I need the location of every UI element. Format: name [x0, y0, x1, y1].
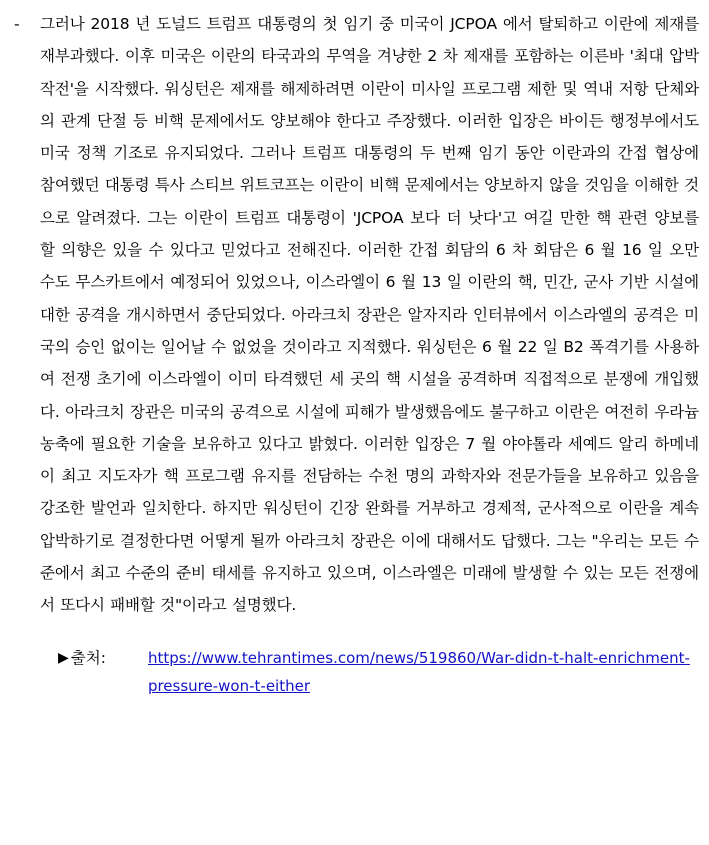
bullet-marker: -: [14, 15, 20, 33]
paragraph-text: 그러나 2018 년 도널드 트럼프 대통령의 첫 임기 중 미국이 JCPOA 에서 탈퇴하고 이란에 제재를 재부과했다. 이후 미국은 이란의 타국과의 무역을 겨냥한 2 차 제재를 포함하는 이른바 '최대 압박 작전'을 시작했다. 워싱턴은 제재를 해제하려면 이란이 미사일 프로그램 제한 및 역내 저항 단체와의 관계 단절 등 비핵 문제에서도 양보해야 한다고 주장했다. 이러한 입장은 바이든 행정부에서도 미국 정책 기조로 유지되었다. 그러나 트럼프 대통령의 두 번째 임기 동안 이란과의 간접 협상에 참여했던 대통령 특사 스티브 위트코프는 이란이 비핵 문제에서는 양보하지 않을 것임을 이해한 것으로 알려졌다. 그는 이란이 트럼프 대통령이 'JCPOA 보다 더 낫다'고 여길 만한 핵 관련 양보를 할 의향은 있을 수 있다고 믿었다고 전해진다. 이러한 간접 회담의 6 차 회담은 6 월 16 일 오만 수도 무스카트에서 예정되어 있었으나, 이스라엘이 6 월 13 일 이란의 핵, 민간, 군사 기반 시설에 대한 공격을 개시하면서 중단되었다. 아라크치 장관은 알자지라 인터뷰에서 이스라엘의 공격은 미국의 승인 없이는 일어날 수 없었을 것이라고 지적했다. 워싱턴은 6 월 22 일 B2 폭격기를 사용하여 전쟁 초기에 이스라엘이 이미 타격했던 세 곳의 핵 시설을 공격하며 직접적으로 분쟁에 개입했다. 아라크치 장관은 미국의 공격으로 시설에 피해가 발생했음에도 불구하고 이란은 여전히 우라늄 농축에 필요한 기술을 보유하고 있다고 밝혔다. 이러한 입장은 7 월 야야톨라 세예드 알리 하메네이 최고 지도자가 핵 프로그램 유지를 전담하는 수천 명의 과학자와 전문가들을 보유하고 있음을 강조한 발언과 일치한다. 하지만 워싱턴이 긴장 완화를 거부하고 경제적, 군사적으로 이란을 계속 압박하기로 결정한다면 어떻게 될까 아라크치 장관은 이에 대해서도 답했다. 그는 "우리는 모든 수준에서 최고 수준의 준비 태세를 유지하고 있으며, 이스라엘은 미래에 발생할 수 있는 모든 전쟁에서 또다시 패배할 것"이라고 설명했다.: [40, 15, 699, 615]
source-line: [10, 644, 699, 700]
bulleted-paragraph: [10, 8, 699, 622]
source-label: 출처:: [70, 648, 106, 667]
triangle-right-icon: ▶: [58, 649, 69, 666]
source-url-link[interactable]: https://www.tehrantimes.com/news/519860/War-didn-t-halt-enrichment-pressure-won-t-either: [147, 648, 690, 695]
